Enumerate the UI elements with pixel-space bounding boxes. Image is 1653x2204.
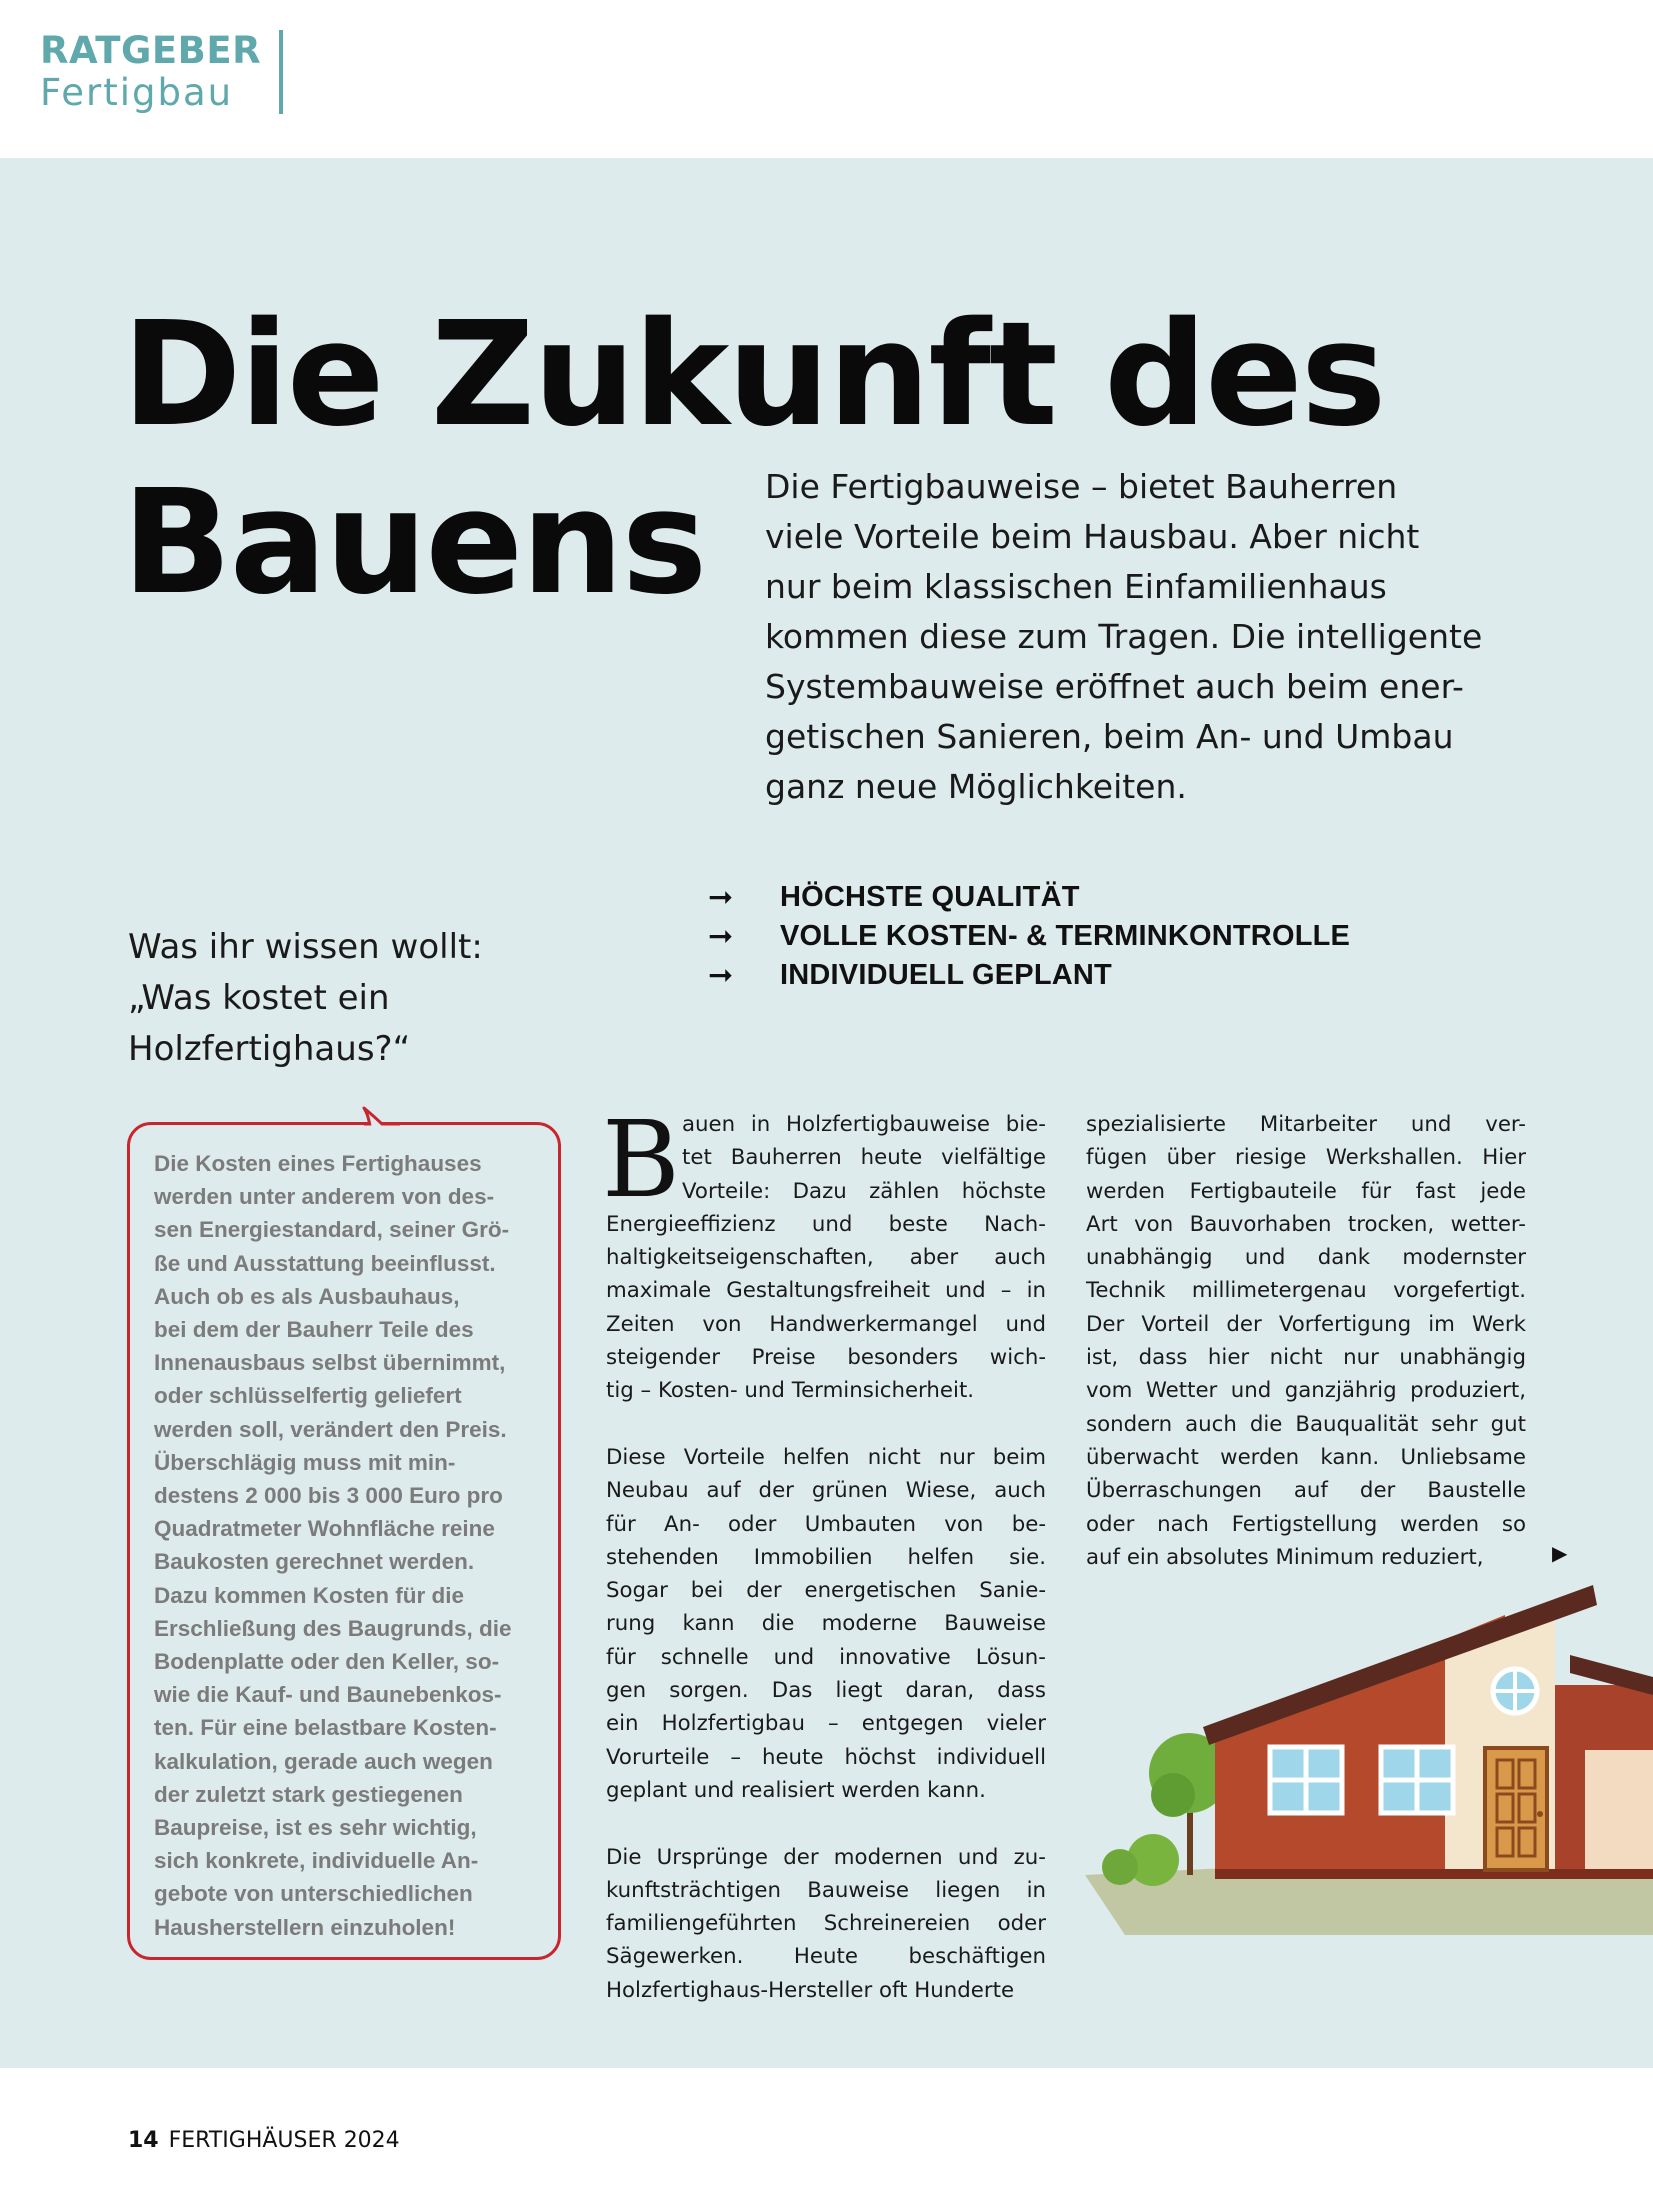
body-line: unabhängig und dank modernster [1086, 1245, 1526, 1271]
feature-item [708, 878, 1350, 917]
paragraph-gap [606, 1807, 1046, 1840]
cost-info-box [127, 1122, 561, 1960]
body-line: vom Wetter und ganzjährig produziert, [1086, 1378, 1526, 1404]
body-line: für An- oder Umbauten von be- [606, 1511, 1046, 1537]
publication-name: FERTIGHÄUSER [168, 2128, 337, 2153]
door [1485, 1748, 1547, 1870]
feature-item [708, 956, 1350, 995]
body-line: ein Holzfertigbau – entgegen vieler [606, 1711, 1046, 1737]
question-line-2: „Was kostet ein [128, 978, 390, 1018]
body-line: oder nach Fertigstellung werden so [1086, 1511, 1526, 1537]
feature-label: INDIVIDUELL GEPLANT [780, 959, 1112, 991]
window [1381, 1747, 1453, 1813]
body-line: Art von Bauvorhaben trocken, wetter- [1086, 1211, 1526, 1237]
question-line-3: Holzfertighaus?“ [128, 1029, 411, 1069]
body-column-2 [1086, 1108, 1526, 1574]
question-line-1: Was ihr wissen wollt: [128, 927, 483, 967]
intro-line: kommen diese zum Tragen. Die intelligente [765, 617, 1483, 656]
intro-line: ganz neue Möglichkeiten. [765, 767, 1187, 806]
body-line: werden Fertigbauteile für fast jede [1086, 1178, 1526, 1204]
page-header [0, 0, 1653, 158]
title-line-1: Die Zukunft des [122, 290, 1385, 458]
body-line: steigender Preise besonders wich- [606, 1345, 1046, 1371]
info-line: destens 2 000 bis 3 000 Euro pro [154, 1483, 503, 1509]
info-line: oder schlüsselfertig geliefert [154, 1383, 462, 1409]
intro-text [765, 462, 1545, 812]
body-line: sondern auch die Bauqualität sehr gut [1086, 1411, 1526, 1437]
body-column-1 [606, 1108, 1046, 2007]
body-line: Die Ursprünge der modernen und zu- [606, 1844, 1046, 1870]
window [1270, 1747, 1342, 1813]
info-line: wie die Kauf- und Baunebenkos- [154, 1682, 502, 1708]
info-line: Baukosten gerechnet werden. [154, 1549, 475, 1575]
body-line: Vorteile: Dazu zählen höchste [682, 1178, 1046, 1204]
info-line: werden soll, verändert den Preis. [154, 1416, 507, 1442]
body-line: auen in Holzfertigbauweise bie- [682, 1112, 1046, 1137]
house-annex [1585, 1750, 1653, 1875]
info-line: gebote von unterschiedlichen [154, 1881, 473, 1907]
house-illustration [1085, 1585, 1653, 1935]
cost-info-text [154, 1147, 549, 1944]
info-line: Überschlägig muss mit min- [154, 1449, 456, 1475]
info-line: Die Kosten eines Fertighauses [154, 1151, 482, 1176]
body-line: Überraschungen auf der Baustelle [1086, 1478, 1526, 1504]
body-line: Energieeffizienz und beste Nach- [606, 1211, 1046, 1237]
arrow-right-icon: ➞ [708, 920, 734, 953]
body-line: spezialisierte Mitarbeiter und ver- [1086, 1112, 1526, 1137]
info-line: sen Energiestandard, seiner Grö- [154, 1217, 510, 1243]
body-line: Neubau auf der grünen Wiese, auch [606, 1478, 1046, 1504]
triangle-right-icon: ▶ [1552, 1543, 1568, 1565]
info-line: Baupreise, ist es sehr wichtig, [154, 1815, 477, 1841]
info-line: Auch ob es als Ausbauhaus, [154, 1283, 460, 1309]
info-line: bei dem der Bauherr Teile des [154, 1317, 474, 1343]
info-line: Erschließung des Baugrunds, die [154, 1615, 512, 1641]
body-line: maximale Gestaltungsfreiheit und – in [606, 1278, 1046, 1304]
section-label-bottom: Fertigbau [40, 71, 234, 114]
body-line: Diese Vorteile helfen nicht nur beim [606, 1444, 1046, 1470]
body-line: Vorurteile – heute höchst individuell [606, 1744, 1046, 1770]
body-line: Zeiten von Handwerkermangel und [606, 1311, 1046, 1337]
info-line: der zuletzt stark gestiegenen [154, 1781, 463, 1807]
info-line: Dazu kommen Kosten für die [154, 1582, 465, 1608]
body-line: kunftsträchtigen Bauweise liegen in [606, 1877, 1046, 1903]
title-line-2: Bauens [122, 458, 706, 626]
house-base [1215, 1869, 1653, 1879]
body-line: Sägewerken. Heute beschäftigen [606, 1944, 1046, 1970]
info-line: werden unter anderem von des- [154, 1184, 495, 1210]
drop-cap: B [602, 1098, 680, 1221]
info-line: Quadratmeter Wohnfläche reine [154, 1516, 495, 1542]
publication-year: 2024 [343, 2128, 400, 2153]
arrow-right-icon: ➞ [708, 959, 734, 992]
body-line: rung kann die moderne Bauweise [606, 1611, 1046, 1637]
intro-line: Die Fertigbauweise – bietet Bauherren [765, 467, 1398, 506]
body-line: für schnelle und innovative Lösun- [606, 1644, 1046, 1670]
body-line: Technik millimetergenau vorgefertigt. [1086, 1278, 1526, 1304]
body-line: familiengeführten Schreinereien oder [606, 1911, 1046, 1937]
section-label [40, 30, 283, 114]
info-line: Bodenplatte oder den Keller, so- [154, 1649, 500, 1675]
body-line: ist, dass hier nicht nur unabhängig [1086, 1345, 1526, 1371]
intro-line: viele Vorteile beim Hausbau. Aber nicht [765, 517, 1420, 556]
body-line: Sogar bei der energetischen Sanie- [606, 1578, 1046, 1604]
feature-list [708, 878, 1350, 995]
body-line: Der Vorteil der Vorfertigung im Werk [1086, 1311, 1526, 1337]
body-line: haltigkeitseigenschaften, aber auch [606, 1245, 1046, 1271]
intro-line: Systembauweise eröffnet auch beim ener- [765, 667, 1464, 706]
info-line: ten. Für eine belastbare Kosten- [154, 1715, 497, 1741]
body-line: Holzfertighaus-Hersteller oft Hunderte [606, 1977, 1015, 2003]
intro-line: getischen Sanieren, beim An- und Umbau [765, 717, 1454, 756]
info-line: sich konkrete, individuelle An- [154, 1848, 479, 1874]
body-line: gen sorgen. Das liegt daran, dass [606, 1678, 1046, 1704]
info-line: Hausherstellern einzuholen! [154, 1914, 456, 1940]
round-window [1493, 1669, 1537, 1713]
page-number: 14 [128, 2128, 159, 2153]
intro-line: nur beim klassischen Einfamilienhaus [765, 567, 1387, 606]
question-heading [128, 922, 578, 1075]
body-line: auf ein absolutes Minimum reduziert, [1086, 1544, 1484, 1570]
body-line: tet Bauherren heute vielfältige [682, 1145, 1046, 1171]
tree-crown [1151, 1773, 1195, 1817]
info-line: kalkulation, gerade auch wegen [154, 1748, 493, 1774]
body-line: stehenden Immobilien helfen sie. [606, 1544, 1046, 1570]
feature-label: HÖCHSTE QUALITÄT [780, 881, 1080, 913]
section-label-top: RATGEBER [40, 29, 262, 72]
body-line: geplant und realisiert werden kann. [606, 1777, 986, 1803]
body-line: tig – Kosten- und Terminsicherheit. [606, 1378, 975, 1404]
info-line: Innenausbaus selbst übernimmt, [154, 1350, 506, 1376]
feature-label: VOLLE KOSTEN- & TERMINKONTROLLE [780, 920, 1351, 952]
footer-page-info [128, 2128, 400, 2153]
feature-item [708, 917, 1350, 956]
body-line: fügen über riesige Werkshallen. Hier [1086, 1145, 1526, 1171]
info-line: ße und Ausstattung beeinflusst. [154, 1250, 496, 1276]
paragraph-gap [606, 1408, 1046, 1441]
body-line: überwacht werden kann. Unliebsame [1086, 1444, 1526, 1470]
arrow-right-icon: ➞ [708, 881, 734, 914]
speech-notch [362, 1106, 402, 1128]
bush [1102, 1849, 1138, 1885]
